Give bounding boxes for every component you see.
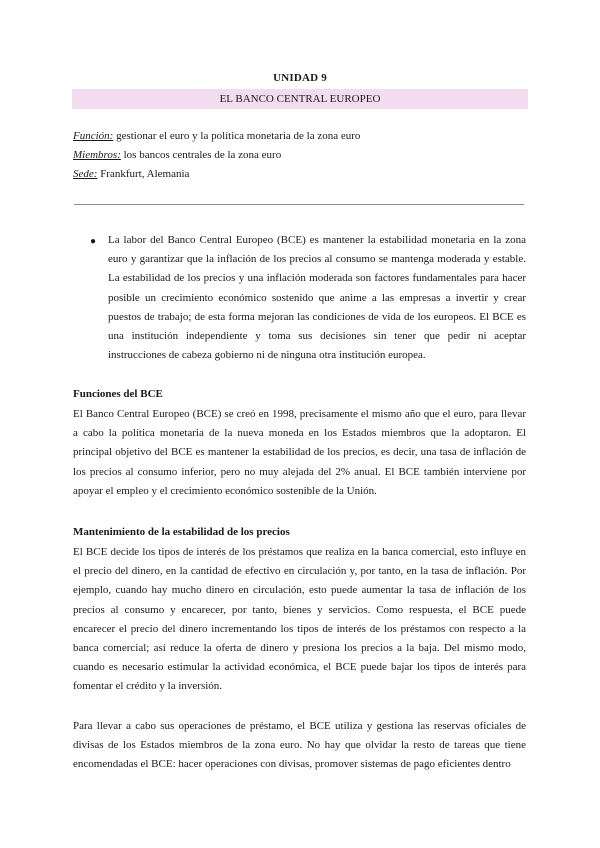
closing-paragraph: Para llevar a cabo sus operaciones de préstamo, el BCE utiliza y gestiona las reservas oficiales de divisas de los Estados miembros de la zona euro. No hay que olvidar la resto de tareas que tiene encomendadas el BCE: hacer operaciones con divisas, promover sistemas de pago eficientes dentro	[73, 720, 526, 771]
unit-subtitle: EL BANCO CENTRAL EUROPEO	[219, 93, 381, 105]
meta-function-value: gestionar el euro y la política monetaria de la zona euro	[113, 130, 361, 142]
unit-subtitle-banner	[72, 89, 528, 109]
heading-price-stability: Mantenimiento de la estabilidad de los precios	[73, 526, 290, 538]
unit-title: UNIDAD 9	[273, 72, 327, 84]
meta-seat	[73, 165, 189, 183]
bullet-icon: ●	[90, 236, 97, 247]
price-stability-paragraph: El BCE decide los tipos de interés de los préstamos que realiza en la banca comercial, esto influye en el precio del dinero, en la cantidad de efectivo en circulación y, por tanto, en la tasa de inflación. Por ejemplo, cuando hay mucho dinero en circulación, esto puede aumentar la tasa de inflación de los precios al consumo y encarecer, por tanto, bienes y servicios. Como respuesta, el BCE puede encarecer el precio del dinero incrementando los tipos de interés de los préstamos con respecto a la banca comercial; así reduce la oferta de dinero y presiona los precios a la baja. Del mismo modo, cuando es necesario estimular la actividad económica, el BCE puede bajar los tipos de interés para fomentar el crédito y la inversión.	[73, 546, 526, 693]
meta-seat-key: Sede:	[73, 168, 98, 180]
meta-members	[73, 146, 281, 164]
section-divider	[74, 204, 524, 205]
meta-function-key: Función:	[73, 130, 114, 142]
functions-paragraph: El Banco Central Europeo (BCE) se creó en 1998, precisamente el mismo año que el euro, para llevar a cabo la política monetaria de la nueva moneda en los Estados miembros que la adoptaron. El principal objetivo del BCE es mantener la estabilidad de los precios, es decir, una tasa de inflación de los precios al consumo inferior, pero no muy alejada del 2% anual. El BCE también interviene por apoyar el empleo y el crecimiento económico sostenible de la Unión.	[73, 408, 526, 497]
meta-members-value: los bancos centrales de la zona euro	[120, 149, 282, 161]
meta-function	[73, 127, 360, 145]
intro-paragraph: La labor del Banco Central Europeo (BCE) es mantener la estabilidad monetaria en la zona euro y garantizar que la inflación de los precios al consumo se mantenga moderada y estable. La estabilidad de los precios y una inflación moderada son factores fundamentales para hacer posible un crecimiento económico sostenido que anime a las empresas a invertir y crear puestos de trabajo; de esta forma mejoran las condiciones de vida de los europeos. El BCE es una institución independiente y toma sus decisiones sin tener que pedir ni aceptar instrucciones de cabeza gobierno ni de ninguna otra institución europea.	[108, 234, 526, 362]
heading-functions: Funciones del BCE	[73, 388, 163, 400]
meta-members-key: Miembros:	[73, 149, 121, 161]
meta-seat-value: Frankfurt, Alemania	[97, 168, 190, 180]
